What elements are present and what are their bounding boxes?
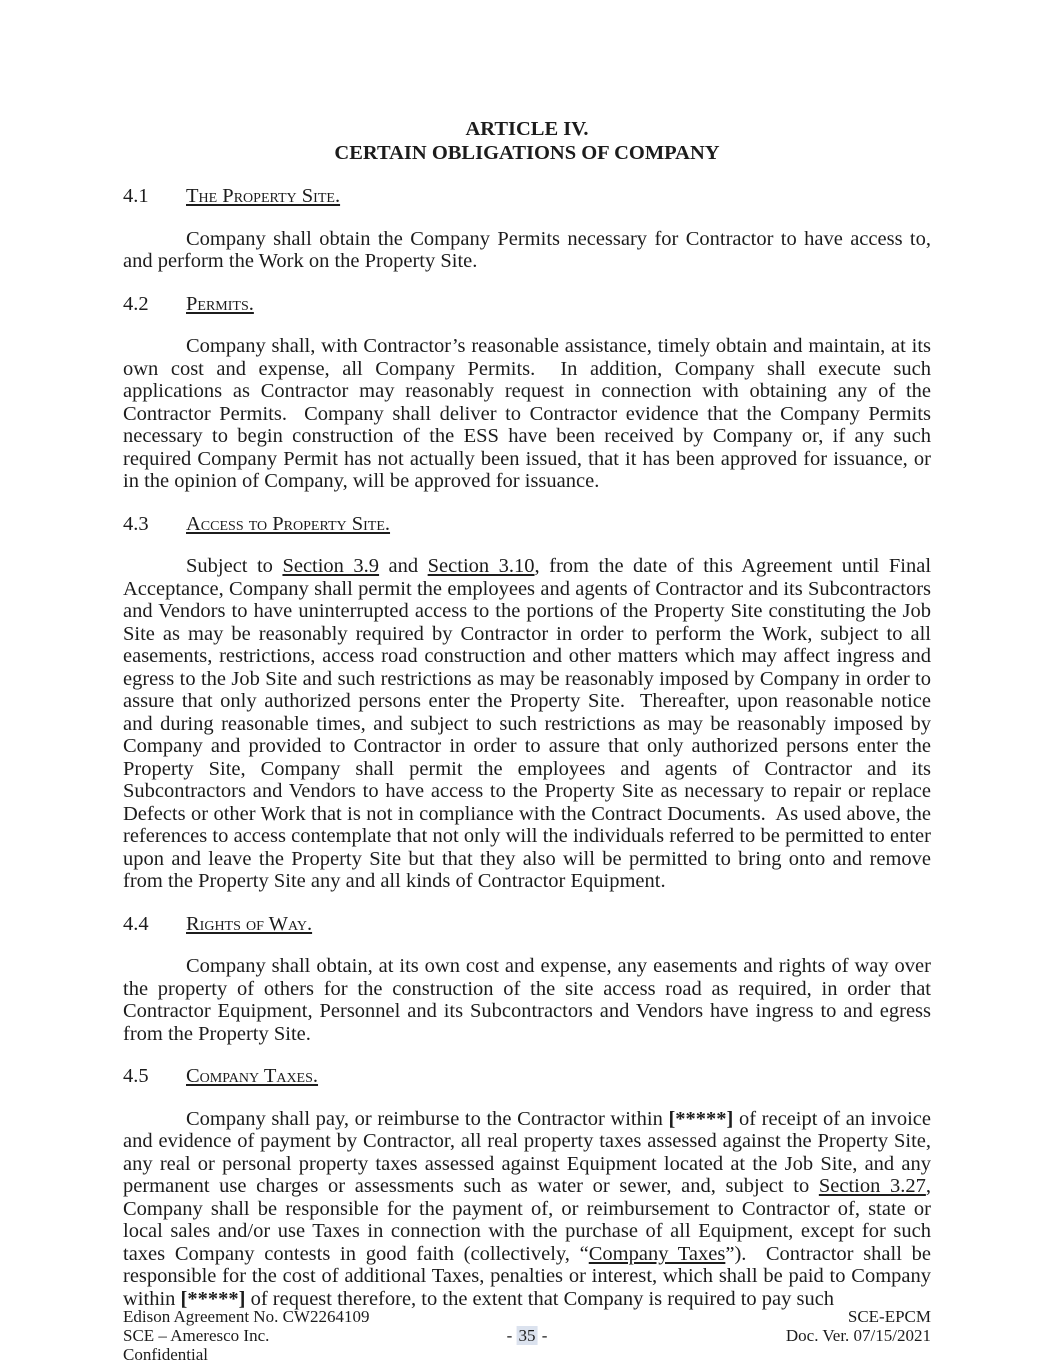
article-title-line2: CERTAIN OBLIGATIONS OF COMPANY bbox=[334, 142, 720, 164]
text-run: of receipt of an invoice and evidence of payment by Contractor, all real property taxes assessed against the Property Site, any real or personal property taxes assessed against Equipment located at the Job Site, and any permanent use charges or assessments such as water or sewer, and, subject to bbox=[123, 1107, 937, 1197]
section-4-3-heading-row bbox=[123, 513, 931, 536]
text-run: ”). Contractor shall be responsible for the cost of additional Taxes, penalties or interest, which shall be paid to Company within bbox=[123, 1242, 937, 1310]
text-run: of request therefore, to the extent that Company is required to pay such bbox=[245, 1287, 835, 1310]
redacted-term: [*****] bbox=[180, 1287, 246, 1310]
article-title bbox=[123, 117, 931, 165]
text-run: Subject to bbox=[186, 555, 283, 577]
footer-page-number-line bbox=[507, 1326, 548, 1345]
footer-parties: SCE – Ameresco Inc. bbox=[123, 1326, 270, 1345]
section-4-4-heading-row bbox=[123, 913, 931, 936]
section-heading: Company Taxes. bbox=[186, 1065, 319, 1087]
footer-confidential-label: Confidential bbox=[123, 1345, 208, 1364]
text-run: Company shall obtain the Company Permits necessary for Contractor to have access to, and perform the Work on the Property Site. bbox=[123, 227, 937, 272]
section-4-1-heading-row bbox=[123, 185, 931, 208]
section-4-1-paragraph bbox=[123, 227, 937, 273]
page-number-prefix: - bbox=[506, 1326, 517, 1345]
footer-right-block bbox=[786, 1307, 931, 1345]
section-number: 4.1 bbox=[123, 185, 149, 207]
footer-doc-version: Doc. Ver. 07/15/2021 bbox=[785, 1326, 931, 1345]
section-4-4-paragraph bbox=[123, 955, 937, 1045]
text-run: , Company shall be responsible for the payment of, or reimbursement to Contractor of, state or local sales and/or use Taxes in connection with the purchase of all Equipment, except for such taxes Company contests in good faith (collectively, “ bbox=[123, 1175, 937, 1265]
section-heading: Permits. bbox=[186, 292, 254, 315]
redacted-term: [*****] bbox=[668, 1107, 734, 1130]
section-number: 4.3 bbox=[123, 512, 149, 535]
text-run: Company shall, with Contractor’s reasonable assistance, timely obtain and maintain, at its own cost and expense, all Company Permits. In addition, Company shall execute such applications as Contractor may reasonably request in connection with obtaining any of the Contractor Permits. Company shall deliver to Contractor evidence that the Company Permits necessary to begin construction of the ESS have been received by Company or, if any such required Company Permit has not actually been issued, that it has been approved for issuance, or in the opinion of Company, will be approved for issuance. bbox=[123, 335, 937, 492]
footer-agreement-number: Edison Agreement No. CW2264109 bbox=[123, 1307, 370, 1326]
cross-reference-section-3-9: Section 3.9 bbox=[282, 555, 380, 577]
page-number-field: 35 bbox=[518, 1326, 536, 1345]
section-heading: The Property Site. bbox=[186, 185, 341, 207]
section-number: 4.4 bbox=[123, 912, 149, 935]
text-run: Company shall pay, or reimburse to the Contractor within bbox=[186, 1107, 669, 1130]
section-4-3-paragraph bbox=[123, 555, 937, 893]
section-4-2-heading-row bbox=[123, 293, 931, 316]
cross-reference-section-3-10: Section 3.10 bbox=[427, 555, 535, 577]
text-run: Company shall obtain, at its own cost and expense, any easements and rights of way over the property of others for the construction of the site access road as required, in order that Contractor Equipment, Personnel and its Subcontractors and Vendors have ingress to and egress from the Property Site. bbox=[123, 955, 937, 1045]
text-run: , from the date of this Agreement until Final Acceptance, Company shall permit the employees and agents of Contractor and its Subcontractors and Vendors to have uninterrupted access to the portions of the Property Site constituting the Job Site as may be reasonably required by Contractor in order to perform the Work, subject to all easements, restrictions, access road construction and other matters which may affect ingress and egress to the Job Site and such restrictions as may be reasonably imposed by Company in order to assure that only authorized persons enter the Property Site. Thereafter, upon reasonable notice and during reasonable times, and subject to such restrictions as may be reasonably imposed by Company and provided to Contractor in order to assure that only authorized persons enter the Property Site, Company shall permit the employees and agents of Contractor and its Subcontractors and Vendors to have access to the Property Site as necessary to repair or replace Defects or other Work that is not in compliance with the Contract Documents. As used above, the references to access contemplate that not only will the individuals referred to be permitted to enter upon and leave the Property Site but that they also will be permitted to bring onto and remove from the Property Site any and all kinds of Contractor Equipment. bbox=[123, 555, 937, 892]
defined-term-company-taxes: Company Taxes bbox=[588, 1242, 726, 1265]
section-heading: Rights of Way. bbox=[186, 912, 313, 935]
footer-doc-type: SCE-EPCM bbox=[847, 1307, 931, 1326]
section-4-5-paragraph bbox=[123, 1107, 937, 1311]
section-heading: Access to Property Site. bbox=[186, 512, 391, 535]
footer-left-block bbox=[123, 1307, 369, 1364]
cross-reference-section-3-27: Section 3.27 bbox=[818, 1175, 926, 1197]
section-4-2-paragraph bbox=[123, 335, 937, 493]
section-number: 4.2 bbox=[123, 292, 149, 315]
article-title-line1: ARTICLE IV. bbox=[465, 118, 589, 140]
page-number-suffix: - bbox=[537, 1326, 548, 1345]
section-number: 4.5 bbox=[123, 1065, 149, 1087]
section-4-5-heading-row bbox=[123, 1065, 931, 1088]
text-run: and bbox=[379, 555, 428, 577]
